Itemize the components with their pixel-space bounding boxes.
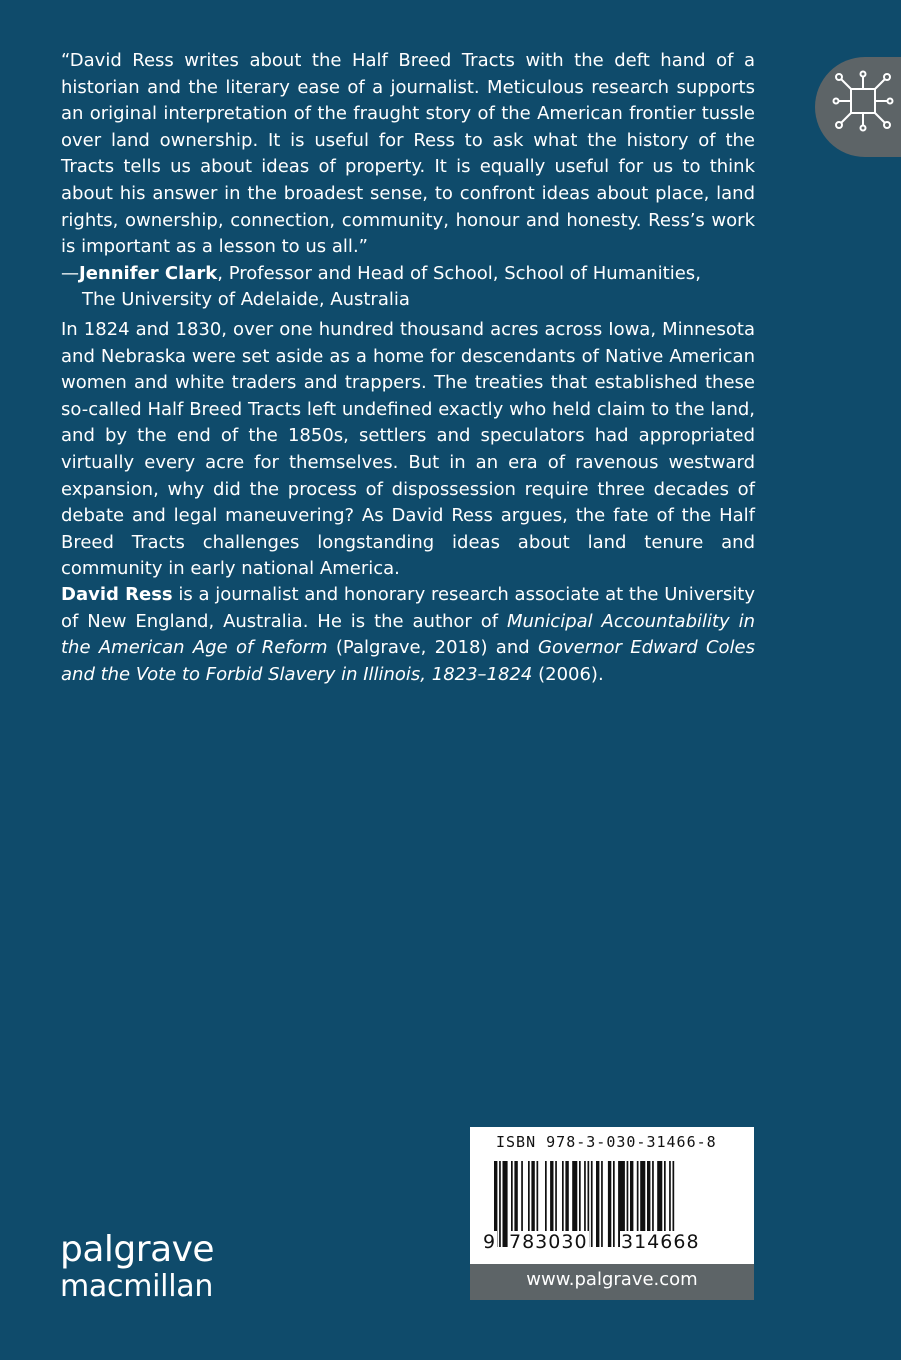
palgrave-network-logo-icon (831, 69, 895, 133)
publisher-line2: macmillan (60, 1269, 214, 1304)
quote-dash: — (61, 262, 79, 284)
barcode-bar (596, 1161, 599, 1247)
book-description: In 1824 and 1830, over one hundred thousand acres across Iowa, Minnesota and Nebraska were set aside as a home for descendants of Native American women and white traders and trappers. The treaties that established these so-called Half Breed Tracts left undefined exactly who held claim to the land, and by the end of the 1850s, settlers and speculators had appropriated virtually every acre for themselves. But in an era of ravenous westward expansion, why did the process of dispossession require three decades of debate and legal maneuvering? As David Ress argues, the fate of the Half Breed Tracts challenges longstanding ideas about land tenure and community in early national America. (61, 319, 755, 580)
quote-author: Jennifer Clark (79, 262, 218, 284)
barcode-panel (470, 1127, 754, 1300)
barcode-bar (613, 1161, 615, 1247)
author-name: David Ress (61, 584, 173, 605)
bio-text-2: (Palgrave, 2018) and (327, 637, 538, 659)
quote-attribution (61, 261, 755, 288)
quote-text: “David Ress writes about the Half Breed Tracts with the deft hand of a historian and the literary ease of a journalist. Meticulous research supports an original interpretation of the fraught story of the American frontier tussle over land ownership. It is useful for Ress to ask what the history of the Tracts tells us about ideas of property. It is equally useful for us to think about his answer in the broadest sense, to confront ideas about place, land rights, ownership, connection, community, honour and honesty. Ress’s work is important as a lesson to us all.” (61, 50, 755, 258)
barcode-bar (608, 1161, 611, 1247)
book-title-1: Municipal Accountability in the American Age of Reform (61, 610, 756, 659)
quote-author-title: , Professor and Head of School, School of Humanities, (217, 262, 701, 284)
publisher-logo (60, 1229, 215, 1304)
barcode-digits-right: 314668 (621, 1231, 700, 1253)
book-title-2: Governor Edward Coles and the Vote to Forbid Slavery in Illinois, 1823–1824 (61, 637, 755, 685)
publisher-line1: palgrave (60, 1229, 215, 1270)
quote-affiliation: The University of Adelaide, Australia (82, 289, 410, 311)
bio-text-3: (2006). (532, 663, 604, 685)
endorsement-quote (61, 48, 755, 314)
barcode-bar (591, 1161, 593, 1247)
bio-text-1: is a journalist and honorary research associate at the University of New England, Australia. He is the author of (61, 584, 755, 632)
publisher-website: www.palgrave.com (470, 1264, 754, 1300)
barcode-bar (499, 1161, 501, 1247)
author-bio (61, 582, 755, 688)
barcode-digit-first: 9 (483, 1231, 497, 1253)
barcode-bar (601, 1161, 603, 1247)
barcode-bar (503, 1161, 508, 1247)
isbn-label: ISBN 978-3-030-31466-8 (496, 1133, 717, 1151)
barcode-digits-left: 783030 (509, 1231, 588, 1253)
palgrave-badge (815, 57, 901, 157)
